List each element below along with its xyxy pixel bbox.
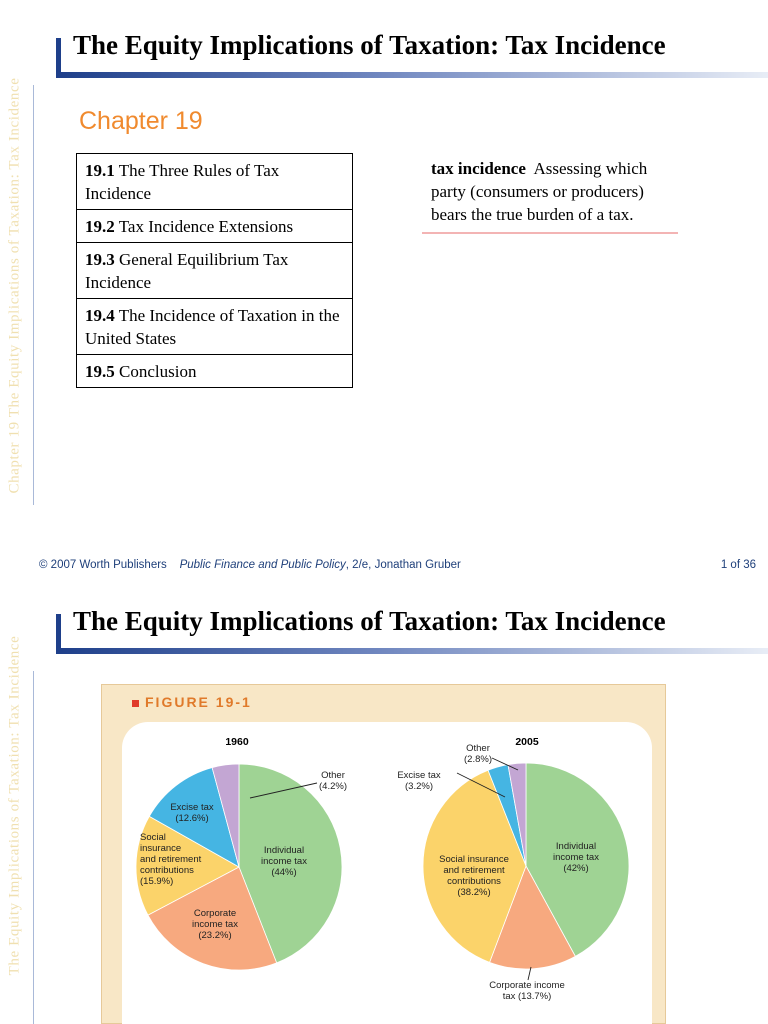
- section-row: [77, 243, 353, 299]
- page-number: 1 of 36: [720, 559, 756, 571]
- section-number: 19.2: [85, 217, 115, 236]
- side-title-text: Chapter 19 The Equity Implications of Taxation: Tax Incidence: [6, 77, 23, 494]
- side-title: [0, 18, 32, 553]
- footer-book-title: Public Finance and Public Policy: [179, 559, 346, 571]
- title-underline: [56, 72, 768, 78]
- glossary-rule: [422, 232, 678, 234]
- section-row: [77, 299, 353, 355]
- title-bar: [56, 606, 768, 656]
- slice-label-excise-2005: Excise tax (3.2%): [397, 770, 441, 792]
- slice-label-other-2005: Other (2.8%): [464, 743, 492, 765]
- title-bar: [56, 30, 768, 80]
- pie-year-2005: 2005: [515, 736, 539, 748]
- section-title: The Incidence of Taxation in the United States: [85, 306, 340, 348]
- side-title: [0, 586, 32, 1024]
- footer-copyright: © 2007 Worth Publishers: [39, 559, 167, 571]
- chapter-label: Chapter 19: [79, 107, 203, 135]
- title-accent-bar: [56, 38, 61, 76]
- section-list: [76, 153, 353, 388]
- slice-label-other-1960: Other (4.2%): [319, 770, 347, 792]
- section-row: [77, 210, 353, 243]
- section-number: 19.1: [85, 161, 115, 180]
- section-number: 19.3: [85, 250, 115, 269]
- slide-title: The Equity Implications of Taxation: Tax Incidence: [73, 606, 666, 636]
- section-title: General Equilibrium Tax Incidence: [85, 250, 289, 292]
- side-divider: [33, 671, 34, 1024]
- section-title: Conclusion: [119, 362, 197, 381]
- glossary-box: [422, 157, 678, 232]
- section-title: The Three Rules of Tax Incidence: [85, 161, 280, 203]
- slice-label-corporate-1960: Corporate income tax (23.2%): [192, 908, 238, 941]
- footer-credit: [39, 559, 461, 571]
- slide-2: [0, 586, 768, 1024]
- slice-label-social-1960: Social insurance and retirement contributions (15.9%): [140, 832, 202, 887]
- side-title-text: The Equity Implications of Taxation: Tax Incidence: [6, 635, 23, 975]
- section-row: [77, 154, 353, 210]
- slide-title: The Equity Implications of Taxation: Tax Incidence: [73, 30, 666, 60]
- slice-label-individual-1960: Individual income tax (44%): [261, 845, 307, 878]
- side-divider: [33, 85, 34, 505]
- section-number: 19.4: [85, 306, 115, 325]
- section-title: Tax Incidence Extensions: [118, 217, 294, 236]
- slice-label-corporate-2005: Corporate income tax (13.7%): [489, 980, 565, 1002]
- footer-edition: , 2/e, Jonathan Gruber: [345, 559, 461, 571]
- figure-label-text: FIGURE 19-1: [145, 694, 252, 710]
- slice-label-individual-2005: Individual income tax (42%): [553, 841, 599, 874]
- pie-year-1960: 1960: [225, 736, 249, 748]
- slice-label-excise-1960: Excise tax (12.6%): [170, 802, 214, 824]
- pie-charts: [102, 685, 665, 1023]
- glossary-definition: Assessing which party (consumers or producers) bears the true burden of a tax.: [431, 159, 648, 224]
- title-underline: [56, 648, 768, 654]
- figure-box: [101, 684, 666, 1024]
- section-number: 19.5: [85, 362, 115, 381]
- title-accent-bar: [56, 614, 61, 652]
- section-row: [77, 355, 353, 388]
- glossary-term: tax incidence: [431, 159, 526, 178]
- slice-label-social-2005: Social insurance and retirement contributions (38.2%): [439, 854, 509, 898]
